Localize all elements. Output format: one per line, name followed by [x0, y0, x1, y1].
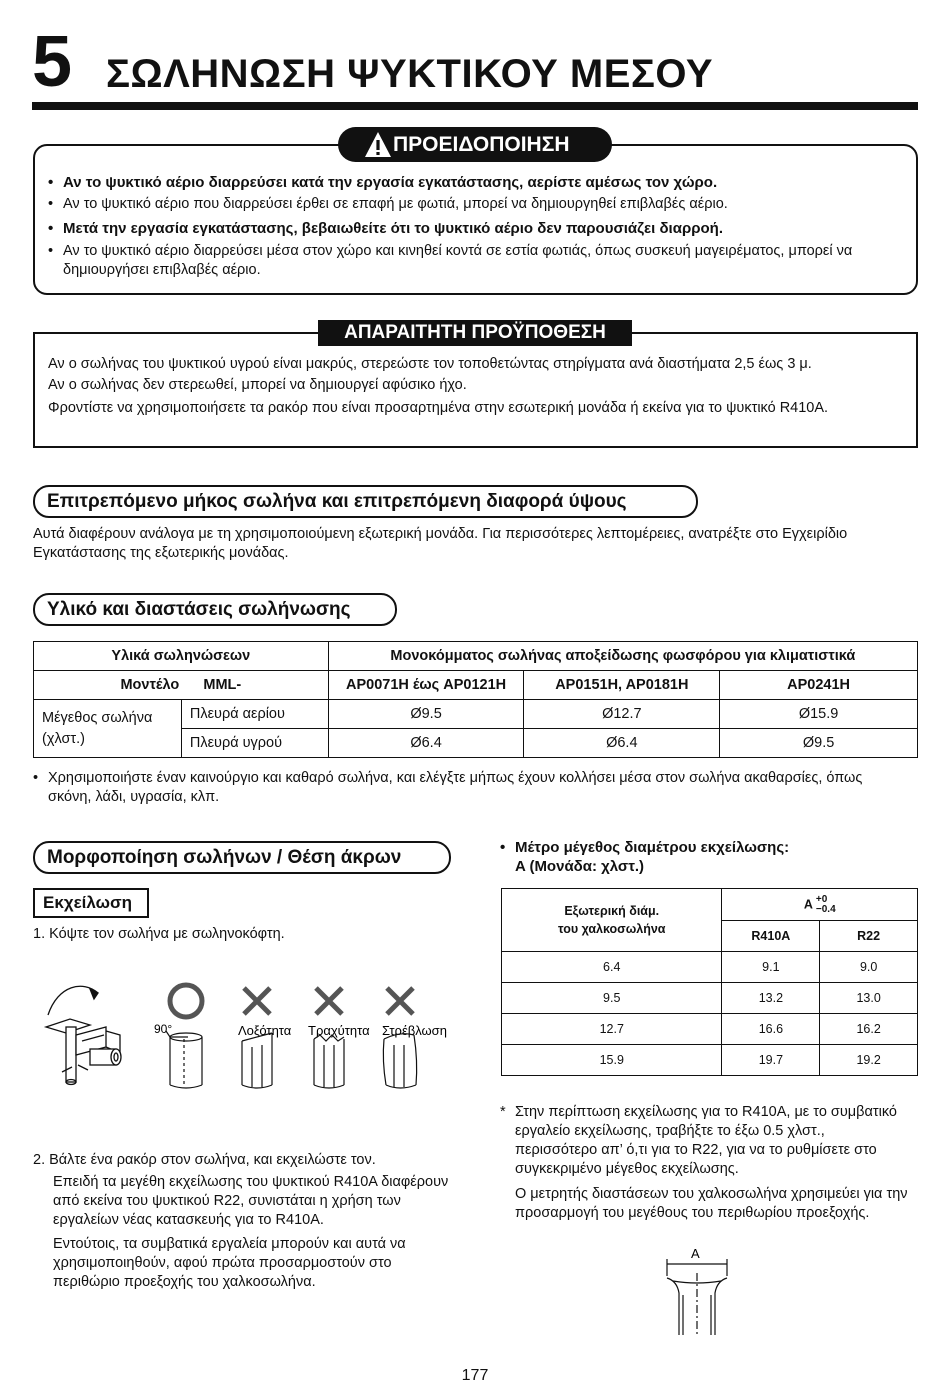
- flare-header-r410a: R410A: [722, 921, 820, 952]
- flare-figure-label: A: [691, 1246, 700, 1261]
- flare-note: Ο μετρητής διαστάσεων του χαλκοσωλήνα χρησιμεύει για την προσαρμογή του μεγέθους του περιθωρίου προεξοχής.: [515, 1186, 908, 1221]
- pipe-end-ok-icon: [166, 1031, 202, 1088]
- warning-item: • Μετά την εργασία εγκατάστασης, βεβαιωθείτε ότι το ψυκτικό αέριο δεν παρουσιάζει διαρροή.: [48, 220, 723, 237]
- section-heading-length: Επιτρεπόμενο μήκος σωλήνα και επιτρεπόμενη διαφορά ύψους: [33, 485, 698, 518]
- figure-label-warp: Στρέβλωση: [382, 1023, 447, 1038]
- table-cell: Ø15.9: [720, 700, 918, 729]
- flare-note-star: *: [500, 1104, 506, 1120]
- pipe-end-slant-icon: [242, 1033, 272, 1088]
- table-model-cell: AP0151H, AP0181H: [524, 671, 720, 700]
- ng-cross-icon: [387, 988, 413, 1014]
- section-heading-material: Υλικό και διαστάσεις σωλήνωσης: [33, 593, 397, 626]
- warning-triangle-icon: [364, 131, 392, 158]
- flare-header-r22: R22: [820, 921, 918, 952]
- warning-item: • Αν το ψυκτικό αέριο διαρρεύσει μέσα στον χώρο και κινηθεί κοντά σε εστία φωτιάς, όπως συσκευή μαγειρέματος, μπορεί να δημιουργήσει επιβλαβές αέριο.: [48, 243, 853, 278]
- warning-item: • Αν το ψυκτικό αέριο διαρρεύσει κατά την εργασία εγκατάστασης, αερίστε αμέσως τον χώρο.: [48, 174, 718, 191]
- flare-row: 6.4 9.1 9.0: [502, 952, 918, 983]
- table-model-cell: AP0071H έως AP0121H: [328, 671, 524, 700]
- table-cell: Ø9.5: [720, 729, 918, 758]
- table-header-model: Μοντέλο MML-: [34, 671, 329, 700]
- requirement-line: Φροντίστε να χρησιμοποιήσετε τα ρακόρ που είναι προσαρτημένα στην εσωτερική μονάδα ή εκείνα για το ψυκτικό R410A.: [48, 400, 829, 416]
- warning-badge: [338, 127, 612, 162]
- material-note: • Χρησιμοποιήστε έναν καινούργιο και καθαρό σωλήνα, και ελέγξτε μήπως έχουν κολλήσει μέσα στον σωλήνα ακαθαρσίες, όπως σκόνη, λάδι, υγρασία, κλπ.: [33, 770, 863, 805]
- table-cell: Ø12.7: [524, 700, 720, 729]
- table-model-cell: AP0241H: [720, 671, 918, 700]
- chapter-number: 5: [32, 22, 73, 102]
- table-gas-label: Πλευρά αερίου: [181, 700, 328, 729]
- figure-label-rough: Τραχύτητα: [308, 1023, 370, 1038]
- flare-size-table: [501, 888, 918, 1076]
- pipe-end-rough-icon: [314, 1035, 344, 1088]
- ng-cross-icon: [316, 988, 342, 1014]
- requirement-line: Αν ο σωλήνας του ψυκτικού υγρού είναι μακρύς, στερεώστε τον τοποθετώντας στηρίγματα ανά διαστήματα 2,5 έως 3 μ.: [48, 356, 812, 372]
- table-cell: Ø9.5: [328, 700, 524, 729]
- section-heading-shaping: Μορφοποίηση σωλήνων / Θέση άκρων: [33, 841, 451, 874]
- table-header-pipe: Μονοκόμματος σωλήνας αποξείδωσης φωσφόρου για κλιματιστικά: [328, 642, 917, 671]
- table-cell: Ø6.4: [524, 729, 720, 758]
- step-2-paragraph: Εντούτοις, τα συμβατικά εργαλεία μπορούν και αυτά να χρησιμοποιηθούν, αφού πρώτα προσαρμοστούν στο περιθώριο προεξοχής του χαλκοσωλήνα.: [53, 1236, 406, 1290]
- flare-header-outer: Εξωτερική διάμ. του χαλκοσωλήνα: [502, 889, 722, 952]
- chapter-header: [32, 22, 918, 110]
- section-length-text: Αυτά διαφέρουν ανάλογα με τη χρησιμοποιούμενη εξωτερική μονάδα. Για περισσότερες λεπτομέρειες, ανατρέξτε στο Εγχειρίδιο Εγκατάστασης της εξωτερικής μονάδας.: [33, 526, 848, 561]
- flare-row: 12.7 16.6 16.2: [502, 1014, 918, 1045]
- ng-cross-icon: [244, 988, 270, 1014]
- requirement-line: Αν ο σωλήνας δεν στερεωθεί, μπορεί να δημιουργεί αφύσικο ήχο.: [48, 377, 467, 393]
- flare-heading: • Μέτρο μέγεθος διαμέτρου εκχείλωσης: A (Μονάδα: χλστ.): [500, 839, 790, 875]
- step-1: 1. Κόψτε τον σωλήνα με σωληνοκόφτη.: [33, 926, 285, 942]
- chapter-title: ΣΩΛΗΝΩΣΗ ΨΥΚΤΙΚΟΥ ΜΕΣΟΥ: [106, 52, 714, 96]
- warning-badge-label: ΠΡΟΕΙΔΟΠΟΙΗΣΗ: [393, 133, 570, 156]
- page-number: 177: [461, 1367, 489, 1384]
- flare-row: 9.5 13.2 13.0: [502, 983, 918, 1014]
- flare-note: Στην περίπτωση εκχείλωσης για το R410A, με το συμβατικό εργαλείο εκχείλωσης, τραβήξτε το έξω 0.5 χλστ., περισσότερο απ’ ό,τι για το R22, για να το ρυθμίσετε στο συγκεκριμένο μέγεθος εκχείλωσης.: [515, 1104, 897, 1177]
- subheading-flaring: Εκχείλωση: [33, 888, 149, 918]
- table-size-label: Μέγεθος σωλήνα (χλστ.): [34, 700, 182, 758]
- step-2: 2. Βάλτε ένα ρακόρ στον σωλήνα, και εκχειλώστε τον.: [33, 1152, 376, 1168]
- table-liquid-label: Πλευρά υγρού: [181, 729, 328, 758]
- table-cell: Ø6.4: [328, 729, 524, 758]
- flare-figure: [655, 1243, 740, 1338]
- pipe-end-warp-icon: [383, 1034, 416, 1088]
- pipe-cutter-icon: [46, 986, 121, 1084]
- flare-header-a: A +0 −0.4: [722, 889, 918, 921]
- pipe-cut-figure: [38, 975, 458, 1100]
- ok-circle-icon: [170, 985, 202, 1017]
- figure-label-slant: Λοξότητα: [238, 1023, 292, 1038]
- flare-row: 15.9 19.7 19.2: [502, 1045, 918, 1076]
- pipe-size-table: [33, 641, 918, 758]
- warning-item: • Αν το ψυκτικό αέριο που διαρρεύσει έρθει σε επαφή με φωτιά, μπορεί να δημιουργηθεί επιβλαβές αέριο.: [48, 196, 728, 212]
- step-2-paragraph: Επειδή τα μεγέθη εκχείλωσης του ψυκτικού R410A διαφέρουν από εκείνα του ψυκτικού R22, συνιστάται η χρήση των εργαλείων νέας κατασκευής για το R410A.: [53, 1174, 449, 1228]
- figure-label-angle: 90°: [154, 1022, 173, 1036]
- table-header-materials: Υλικά σωληνώσεων: [34, 642, 329, 671]
- requirement-badge: ΑΠΑΡΑΙΤΗΤΗ ΠΡΟΫΠΟΘΕΣΗ: [318, 320, 632, 346]
